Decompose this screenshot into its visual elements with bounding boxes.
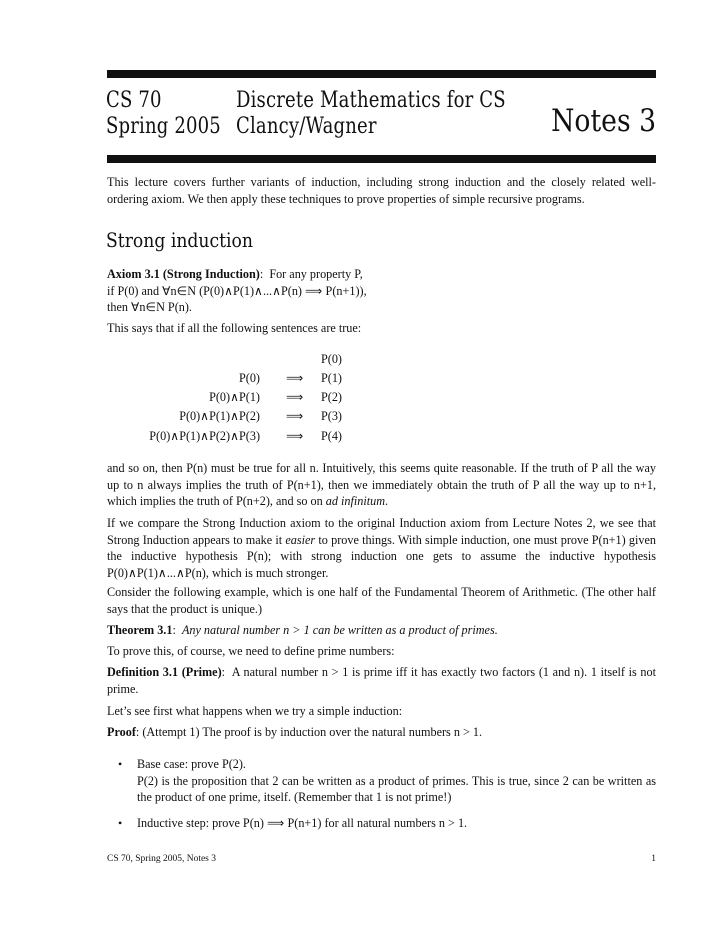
- paragraph-attempt: Let’s see first what happens when we try a simple induction:: [107, 704, 403, 718]
- bullet-icon: •: [118, 757, 123, 771]
- course-code: CS 70: [106, 88, 162, 113]
- eq-2-left: P(0)∧P(1): [209, 390, 260, 404]
- theorem-label: Theorem 3.1: [107, 623, 173, 637]
- eq-3-left: P(0)∧P(1)∧P(2): [179, 409, 260, 423]
- eq-3-right: P(3): [321, 409, 342, 423]
- paragraph-infinitum: [107, 460, 656, 510]
- eq-4-left: P(0)∧P(1)∧P(2)∧P(3): [149, 429, 260, 443]
- eq-2-right: P(2): [321, 390, 342, 404]
- term: Spring 2005: [106, 114, 221, 139]
- paragraph-example: Consider the following example, which is one half of the Fundamental Theorem of Arithmetic. (The other half says that the product is unique.): [107, 585, 656, 616]
- implies-icon: ⟹: [286, 409, 304, 423]
- definition-text: A natural number n > 1 is prime iff it has exactly two factors (1 and n). 1 itself is not prime.: [107, 665, 656, 696]
- section-title: Strong induction: [106, 228, 253, 252]
- proof-label: Proof: [107, 725, 136, 739]
- top-rule: [107, 70, 656, 78]
- page-number: 1: [651, 854, 656, 864]
- bullet-icon: •: [118, 816, 123, 830]
- intro-paragraph: This lecture covers further variants of induction, including strong induction and the closely related well-ordering axiom. We then apply these techniques to prove properties of simple recursive programs.: [107, 175, 656, 206]
- definition-label: Definition 3.1 (Prime): [107, 665, 222, 679]
- says-paragraph: This says that if all the following sentences are true:: [107, 321, 362, 335]
- implies-icon: ⟹: [286, 429, 304, 443]
- paragraph-text: to prove things. With simple induction, one must prove P(n+1) given the inductive hypothesis P(n); with strong induction one gets to assume the inductive hypothesis P(0)∧P(1)∧...∧P(n), which is much stronger.: [107, 532, 656, 580]
- notes-label: Notes 3: [551, 103, 656, 139]
- instructors: Clancy/Wagner: [236, 114, 377, 139]
- axiom-line3: then ∀n∈N P(n).: [107, 300, 192, 315]
- proof: [107, 724, 656, 741]
- definition: Definition 3.1 (Prime): A natural number n > 1 is prime iff it has exactly two factors (1 and n). 1 itself is not prime.: [107, 665, 656, 696]
- emphasis: ad infinitum: [325, 494, 386, 509]
- footer-left: CS 70, Spring 2005, Notes 3: [107, 854, 216, 864]
- implies-icon: ⟹: [286, 371, 304, 385]
- proof-text: : (Attempt 1) The proof is by induction over the natural numbers n > 1.: [135, 725, 483, 739]
- paragraph-text: If we compare the Strong Induction axiom to the original Induction axiom from Lecture Notes 2, we see that Strong Induction appears to make it: [107, 516, 656, 547]
- paragraph-text: .: [385, 494, 389, 509]
- paragraph-define: To prove this, of course, we need to define prime numbers:: [107, 644, 395, 658]
- eq-1-right: P(1): [321, 371, 342, 385]
- axiom: Axiom 3.1 (Strong Induction): For any property P, if P(0) and ∀n∈N (P(0)∧P(1)∧...∧P(n) ⟹ P(n+1)), then ∀n∈N P(n).: [107, 266, 656, 316]
- bullet-head: Inductive step: prove P(n) ⟹ P(n+1) for all natural numbers n > 1.: [137, 816, 468, 830]
- implies-icon: ⟹: [286, 390, 304, 404]
- paragraph-compare: [107, 515, 656, 581]
- axiom-line1: For any property P,: [269, 267, 363, 281]
- theorem: Theorem 3.1: Any natural number n > 1 can be written as a product of primes.: [107, 623, 498, 637]
- course-title: Discrete Mathematics for CS: [236, 88, 506, 113]
- eq-4-right: P(4): [321, 429, 342, 443]
- axiom-label: Axiom 3.1 (Strong Induction): [107, 267, 260, 281]
- paragraph-text: and so on, then P(n) must be true for all n. Intuitively, this seems quite reasonable. If the truth of P all the way up to n always implies the truth of P(n+1), then we immediately obtain the truth of P all the way up to n+1, which implies the truth of P(n+2), and so on: [107, 461, 656, 509]
- bottom-rule: [107, 155, 656, 163]
- bullet-base-case: [137, 756, 656, 806]
- bullet-inductive-step: [137, 815, 656, 832]
- bullet-head: Base case: prove P(2).: [137, 757, 246, 771]
- bullet-body: P(2) is the proposition that 2 can be written as a product of primes. This is true, since 2 can be written as the product of one prime, itself. (Remember that 1 is not prime!): [137, 773, 656, 805]
- eq-0-right: P(0): [321, 352, 342, 366]
- theorem-text: Any natural number n > 1 can be written as a product of primes.: [181, 623, 498, 637]
- axiom-line2: if P(0) and ∀n∈N (P(0)∧P(1)∧...∧P(n) ⟹ P(n+1)),: [107, 283, 367, 298]
- eq-1-left: P(0): [239, 371, 260, 385]
- emphasis: easier: [285, 532, 316, 547]
